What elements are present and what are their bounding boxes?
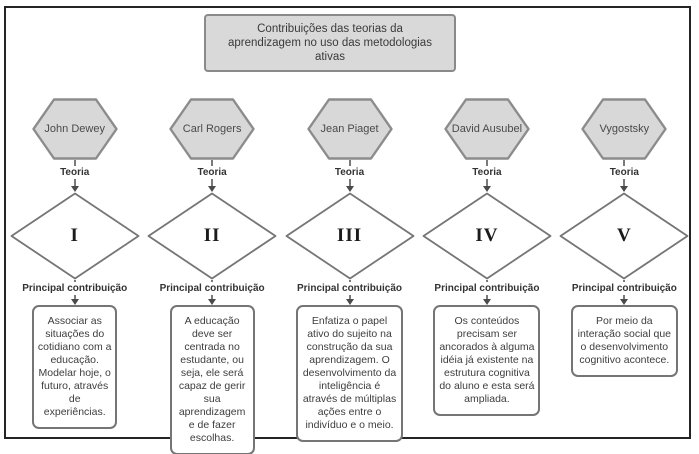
- theorist-hexagon: [581, 98, 667, 160]
- theory-diamond: [147, 192, 277, 280]
- connector-line: [349, 179, 351, 186]
- theorist-hexagon: [32, 98, 118, 160]
- contribution-box: Enfatiza o papel ativo do sujeito na construção da sua aprendizagem. O desenvolvimento da inteligência é através de múltiplas ações entre o indivíduo e o meio.: [296, 305, 403, 442]
- theorist-hexagon: [444, 98, 530, 160]
- theory-label: Teoria: [197, 167, 227, 178]
- theory-diamond: [10, 192, 140, 280]
- connector-line: [74, 179, 76, 186]
- contribution-box: A educação deve ser centrada no estudante, ou seja, ele será capaz de gerir sua aprendizagem e de fazer escolhas.: [170, 305, 255, 454]
- theory-label: Teoria: [472, 167, 502, 178]
- theory-label: Teoria: [334, 167, 365, 178]
- connector-line: [486, 179, 488, 186]
- theory-diamond: [285, 192, 415, 280]
- connector-line: [211, 179, 213, 186]
- column-carl-rogers: [143, 98, 280, 454]
- diagram-title: Contribuições das teorias da aprendizagem no uso das metodologias ativas: [228, 23, 432, 63]
- contribution-box: Por meio da interação social que o desenvolvimento cognitivo acontece.: [571, 305, 678, 377]
- theorist-name: John Dewey: [44, 123, 105, 135]
- column-john-dewey: [6, 98, 143, 454]
- theory-numeral: V: [616, 225, 632, 246]
- column-vygostsky: [556, 98, 693, 454]
- theory-numeral: II: [203, 225, 221, 246]
- theory-label: Teoria: [609, 167, 639, 178]
- contribution-label: Principal contribuição: [297, 283, 403, 294]
- column-jean-piaget: [281, 98, 418, 454]
- theory-label: Teoria: [60, 167, 90, 178]
- contribution-label: Principal contribuição: [22, 283, 128, 294]
- theory-diamond: [422, 192, 552, 280]
- theorist-hexagon: [169, 98, 255, 160]
- contribution-box: Os conteúdos precisam ser ancorados à alguma idéia já existente na estrutura cognitiva do aluno e esta será ampliada.: [433, 305, 540, 416]
- diagram-title-box: [204, 14, 456, 72]
- theory-numeral: III: [336, 225, 363, 246]
- contribution-label: Principal contribuição: [159, 283, 265, 294]
- contribution-label: Principal contribuição: [571, 283, 677, 294]
- connector-line: [623, 179, 625, 186]
- theory-diamond: [559, 192, 689, 280]
- contribution-box: Associar as situações do cotidiano com a educação. Modelar hoje, o futuro, através de experiências.: [32, 305, 117, 429]
- theorist-name: David Ausubel: [451, 123, 523, 135]
- theorist-name: Jean Piaget: [320, 123, 379, 135]
- theorist-hexagon: [307, 98, 393, 160]
- theory-numeral: IV: [475, 225, 499, 246]
- theory-columns: [6, 98, 693, 454]
- theorist-name: Vygostsky: [599, 123, 650, 135]
- theorist-name: Carl Rogers: [182, 123, 242, 135]
- contribution-label: Principal contribuição: [434, 283, 540, 294]
- column-david-ausubel: [418, 98, 555, 454]
- theory-numeral: I: [70, 225, 79, 246]
